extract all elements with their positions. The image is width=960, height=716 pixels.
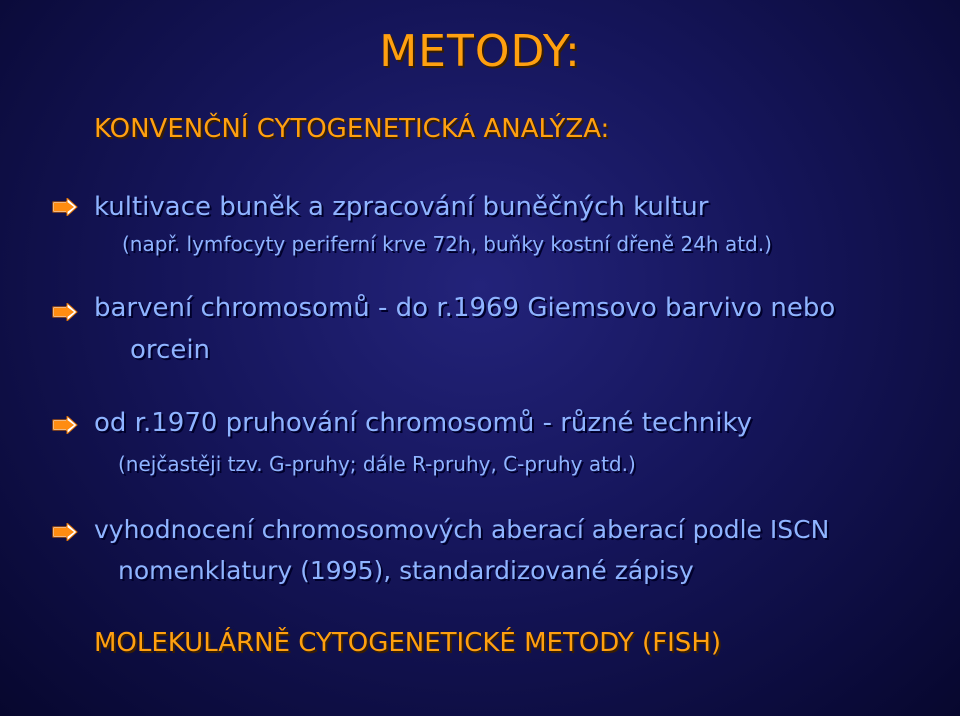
arrow-right-icon: [52, 416, 78, 434]
section-heading: KONVENČNÍ CYTOGENETICKÁ ANALÝZA:: [94, 114, 610, 144]
bullet-detail-staining: orcein: [130, 335, 211, 365]
page-title: METODY:: [379, 26, 581, 77]
bullet-detail-evaluation: nomenklatury (1995), standardizované zápisy: [118, 556, 694, 585]
arrow-right-icon: [52, 523, 78, 541]
bullet-detail-culture: (např. lymfocyty periferní krve 72h, buňky kostní dřeně 24h atd.): [122, 232, 772, 256]
bullet-text-culture: kultivace buněk a zpracování buněčných kultur: [94, 192, 709, 222]
bullet-text-banding: od r.1970 pruhování chromosomů - různé techniky: [94, 408, 752, 438]
footer-heading: MOLEKULÁRNĚ CYTOGENETICKÉ METODY (FISH): [94, 628, 722, 658]
arrow-right-icon: [52, 198, 78, 216]
bullet-text-staining: barvení chromosomů - do r.1969 Giemsovo barvivo nebo: [94, 293, 836, 323]
bullet-text-evaluation: vyhodnocení chromosomových aberací aberací podle ISCN: [94, 515, 830, 544]
bullet-detail-banding: (nejčastěji tzv. G-pruhy; dále R-pruhy, C-pruhy atd.): [118, 452, 636, 476]
arrow-right-icon: [52, 303, 78, 321]
